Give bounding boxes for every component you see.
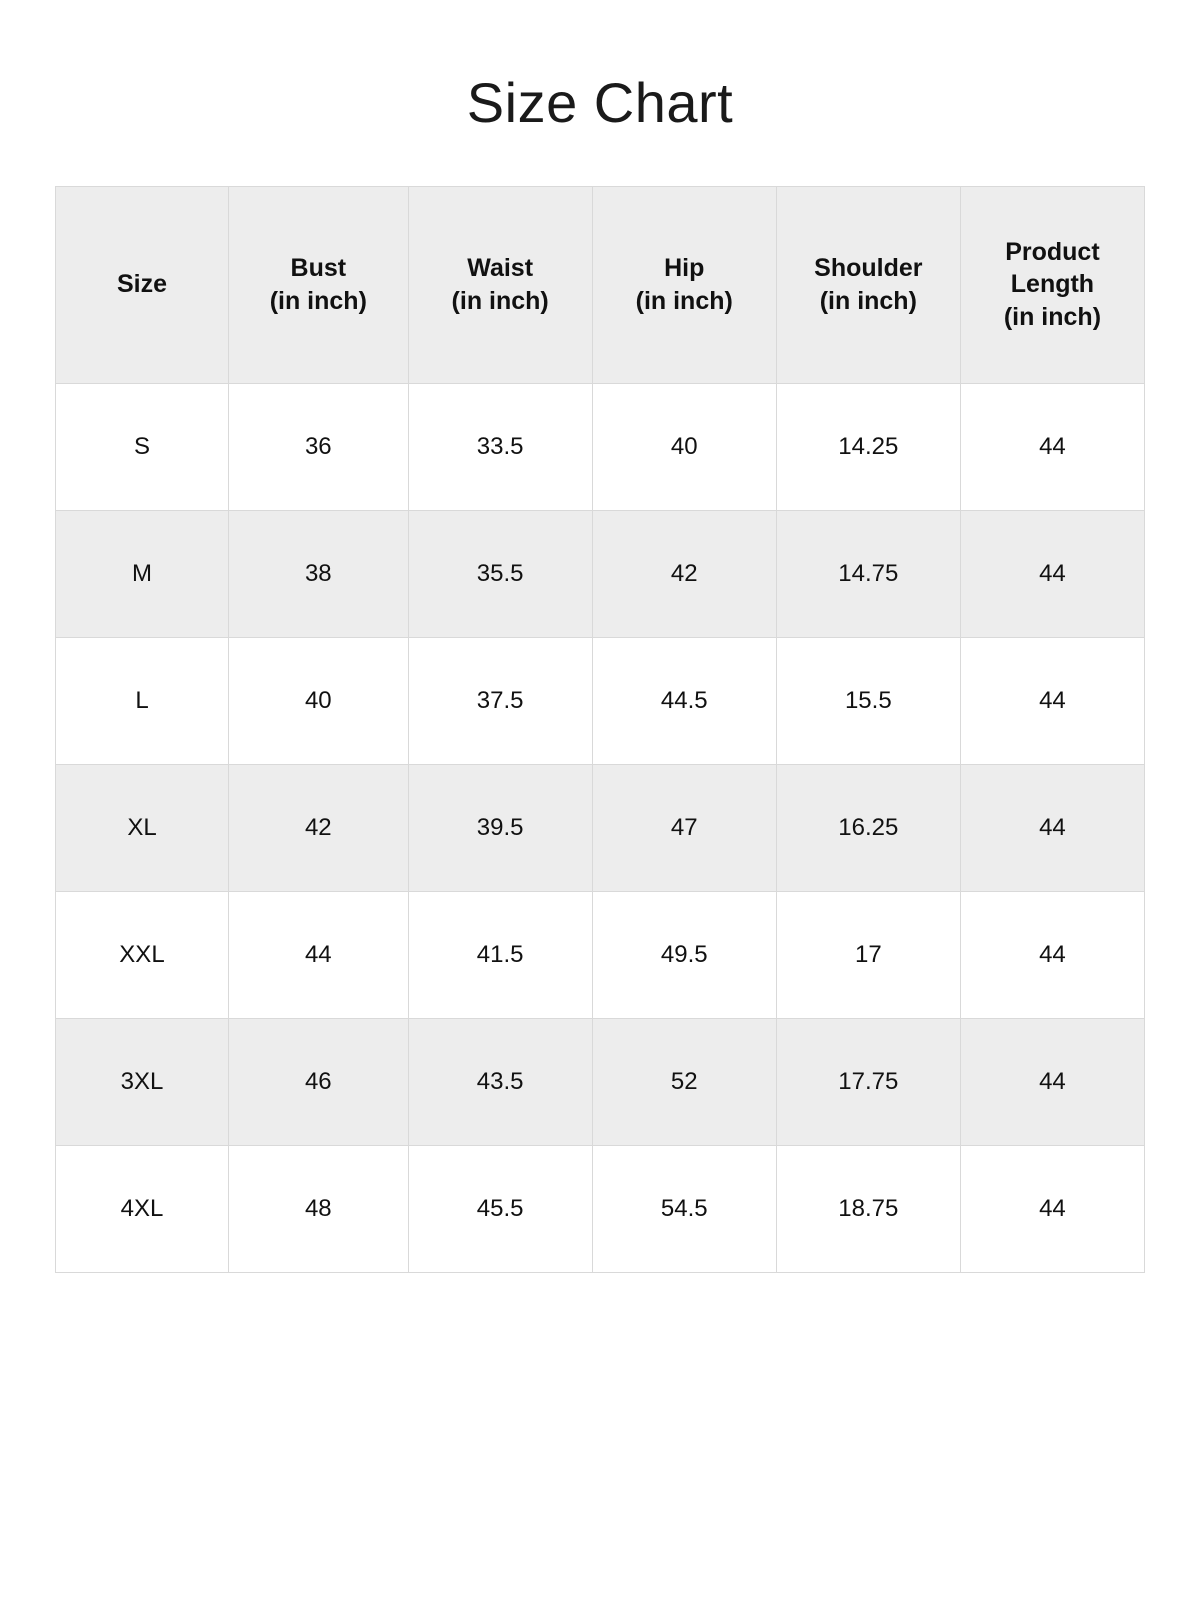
- column-header-bust-unit: (in inch): [269, 286, 367, 315]
- cell-size: XXL: [56, 891, 229, 1018]
- cell-shoulder: 17: [776, 891, 960, 1018]
- cell-hip: 40: [592, 383, 776, 510]
- column-header-product-length-label: Product Length: [1005, 237, 1100, 299]
- cell-shoulder: 14.75: [776, 510, 960, 637]
- column-header-size-label: Size: [116, 270, 167, 299]
- cell-product-length: 44: [960, 891, 1144, 1018]
- column-header-hip-label: Hip: [664, 254, 705, 283]
- cell-product-length: 44: [960, 383, 1144, 510]
- cell-hip: 42: [592, 510, 776, 637]
- cell-size: L: [56, 637, 229, 764]
- page-title: Size Chart: [466, 71, 734, 134]
- cell-shoulder: 14.25: [776, 383, 960, 510]
- cell-bust: 42: [228, 764, 408, 891]
- column-header-waist-label: Waist: [467, 254, 534, 283]
- table-row: [56, 764, 1145, 891]
- table-row: [56, 891, 1145, 1018]
- cell-size: 4XL: [56, 1145, 229, 1272]
- cell-bust: 36: [228, 383, 408, 510]
- cell-product-length: 44: [960, 764, 1144, 891]
- cell-bust: 48: [228, 1145, 408, 1272]
- cell-waist: 39.5: [408, 764, 592, 891]
- column-header-shoulder-unit: (in inch): [819, 286, 917, 315]
- cell-hip: 47: [592, 764, 776, 891]
- cell-size: S: [56, 383, 229, 510]
- cell-bust: 40: [228, 637, 408, 764]
- column-header-shoulder-label: Shoulder: [814, 254, 923, 283]
- cell-waist: 41.5: [408, 891, 592, 1018]
- column-header-product-length-unit: (in inch): [1003, 302, 1102, 331]
- cell-shoulder: 15.5: [776, 637, 960, 764]
- table-body: [56, 383, 1145, 1272]
- column-header-waist: [408, 186, 592, 383]
- cell-bust: 46: [228, 1018, 408, 1145]
- column-header-shoulder: [776, 186, 960, 383]
- table-row: [56, 510, 1145, 637]
- cell-waist: 45.5: [408, 1145, 592, 1272]
- column-header-hip: [592, 186, 776, 383]
- cell-shoulder: 16.25: [776, 764, 960, 891]
- cell-shoulder: 17.75: [776, 1018, 960, 1145]
- size-chart-table: [55, 186, 1145, 1273]
- table-row: [56, 383, 1145, 510]
- cell-bust: 38: [228, 510, 408, 637]
- cell-product-length: 44: [960, 1018, 1144, 1145]
- column-header-size: [56, 186, 229, 383]
- table-row: [56, 1145, 1145, 1272]
- table-row: [56, 1018, 1145, 1145]
- column-header-product-length: [960, 186, 1144, 383]
- cell-product-length: 44: [960, 510, 1144, 637]
- cell-hip: 49.5: [592, 891, 776, 1018]
- cell-hip: 54.5: [592, 1145, 776, 1272]
- column-header-hip-unit: (in inch): [635, 286, 733, 315]
- table-header-row: [56, 186, 1145, 383]
- table-header: [56, 186, 1145, 383]
- cell-waist: 33.5: [408, 383, 592, 510]
- cell-waist: 43.5: [408, 1018, 592, 1145]
- column-header-bust-label: Bust: [290, 254, 347, 283]
- table-row: [56, 637, 1145, 764]
- cell-product-length: 44: [960, 637, 1144, 764]
- cell-size: 3XL: [56, 1018, 229, 1145]
- size-table-container: [0, 186, 1200, 1273]
- cell-hip: 52: [592, 1018, 776, 1145]
- cell-hip: 44.5: [592, 637, 776, 764]
- cell-shoulder: 18.75: [776, 1145, 960, 1272]
- cell-waist: 35.5: [408, 510, 592, 637]
- cell-size: XL: [56, 764, 229, 891]
- column-header-waist-unit: (in inch): [451, 286, 549, 315]
- column-header-bust: [228, 186, 408, 383]
- cell-size: M: [56, 510, 229, 637]
- cell-product-length: 44: [960, 1145, 1144, 1272]
- cell-waist: 37.5: [408, 637, 592, 764]
- cell-bust: 44: [228, 891, 408, 1018]
